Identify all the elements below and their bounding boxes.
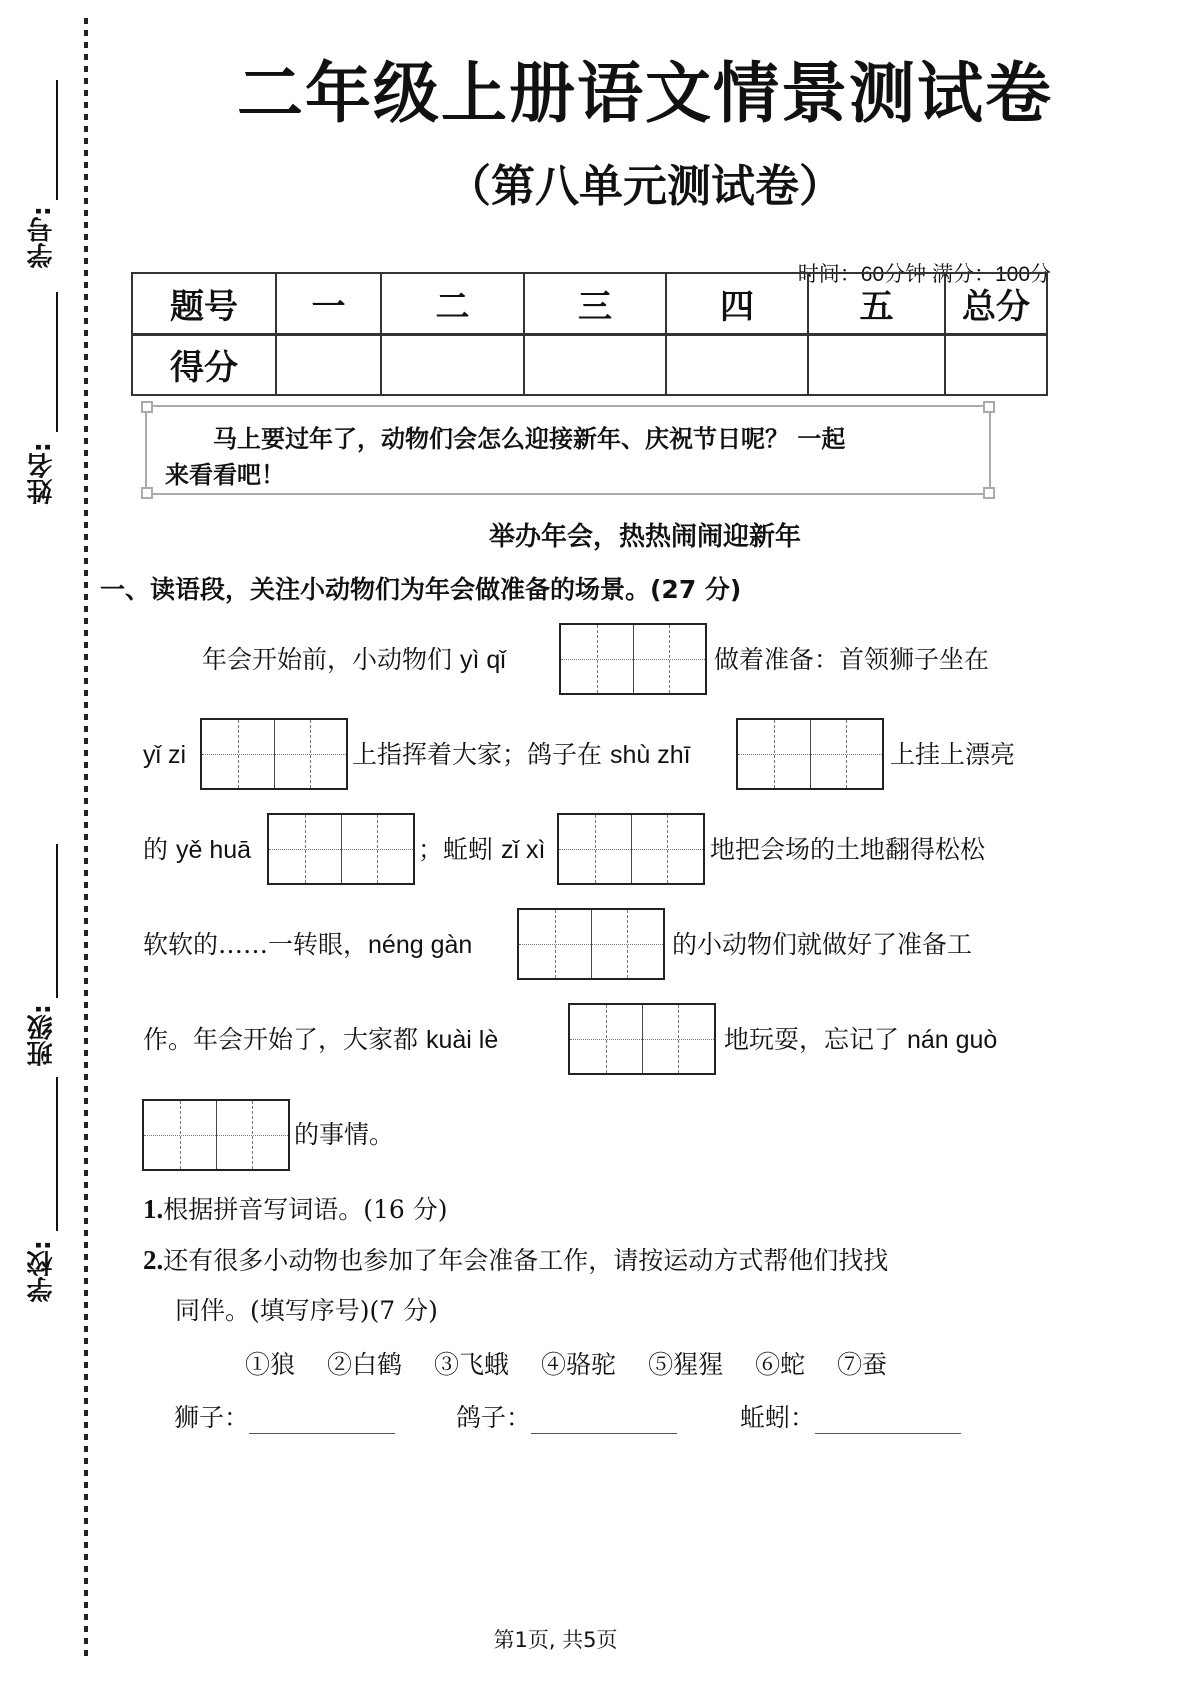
pinyin: yì qǐ	[459, 646, 506, 674]
pinyin: yǐ zi	[143, 741, 187, 769]
header-cell: 一	[276, 273, 381, 334]
answer-grid-nenggan[interactable]	[517, 908, 665, 980]
option-item: ⑦蚕	[837, 1350, 888, 1379]
answer-grid-kuaile[interactable]	[568, 1003, 716, 1075]
score-table	[131, 272, 1048, 396]
intro-box	[145, 405, 991, 495]
passage-text: 地把会场的土地翻得松松	[710, 835, 986, 864]
text: ；蚯蚓	[418, 835, 494, 864]
answer-pigeon	[456, 1398, 677, 1434]
score-table-header-row	[132, 273, 1047, 334]
section-title: 举办年会，热热闹闹迎新年	[488, 522, 801, 552]
option-item: ①狼	[245, 1350, 296, 1379]
text: 软软的……一转眼，	[143, 930, 369, 959]
header-cell: 题号	[132, 273, 276, 334]
text: 上指挥着大家；鸽子在	[352, 740, 603, 769]
answer-grid-yehua[interactable]	[267, 813, 415, 885]
answer-grid-nanguo[interactable]	[142, 1099, 290, 1171]
question-number: 2.	[143, 1245, 164, 1275]
student-id-blank[interactable]	[56, 80, 58, 200]
intro-line-2: 来看看吧！	[165, 460, 285, 489]
class-blank[interactable]	[56, 844, 58, 998]
pinyin: zǐ xì	[500, 836, 546, 864]
score-cell-4[interactable]	[666, 334, 808, 395]
corner-ornament	[141, 487, 153, 499]
score-table-score-row	[132, 334, 1047, 395]
score-cell-1[interactable]	[276, 334, 381, 395]
score-cell-5[interactable]	[808, 334, 945, 395]
text: 作。年会开始了，大家都	[143, 1025, 419, 1054]
name-blank[interactable]	[56, 292, 58, 432]
answer-lion	[174, 1398, 395, 1434]
answer-label: 狮子：	[174, 1403, 250, 1432]
passage-text: 的事情。	[294, 1120, 395, 1149]
text: 地玩耍，忘记了	[724, 1025, 900, 1054]
exam-meta: 时间：60分钟 满分：100分	[797, 263, 1051, 286]
corner-ornament	[983, 487, 995, 499]
answer-earthworm	[740, 1398, 961, 1434]
passage-text	[143, 930, 472, 960]
option-item: ⑤猩猩	[648, 1350, 724, 1379]
sub-question-2-continued: 同伴。(填写序号)(7 分)	[175, 1296, 438, 1325]
score-cell-total[interactable]	[945, 334, 1047, 395]
passage-text	[143, 1025, 498, 1055]
passage-text	[724, 1025, 997, 1055]
option-item: ④骆驼	[541, 1350, 617, 1379]
answer-label: 鸽子：	[456, 1403, 532, 1432]
answer-grid-zixi[interactable]	[557, 813, 705, 885]
pinyin: yě huā	[175, 836, 252, 864]
row-label: 得分	[132, 334, 276, 395]
pinyin: nán guò	[906, 1026, 998, 1054]
header-cell: 二	[381, 273, 524, 334]
passage-text	[352, 740, 691, 770]
passage-text: 做着准备：首领狮子坐在	[714, 645, 990, 674]
school-label: 学校:	[27, 1240, 57, 1303]
corner-ornament	[141, 401, 153, 413]
passage-text	[418, 835, 545, 865]
passage-text	[143, 835, 251, 865]
page-footer: 第1页, 共5页	[493, 1628, 618, 1652]
option-item: ⑥蛇	[755, 1350, 806, 1379]
class-label: 班级:	[27, 1004, 57, 1067]
animal-options	[245, 1345, 887, 1381]
question-text: 根据拼音写词语。(16 分)	[163, 1195, 448, 1224]
intro-line-1: 马上要过年了，动物们会怎么迎接新年、庆祝节日呢？ 一起	[165, 424, 846, 453]
answer-blank-lion[interactable]	[249, 1405, 395, 1434]
answer-grid-yizi[interactable]	[200, 718, 348, 790]
answer-label: 蚯蚓：	[740, 1403, 816, 1432]
binding-dashed-line	[84, 18, 88, 1658]
page-title: 二年级上册语文情景测试卷	[237, 55, 1053, 132]
score-cell-2[interactable]	[381, 334, 524, 395]
pinyin: néng gàn	[368, 931, 473, 959]
name-label: 姓名:	[27, 442, 57, 505]
corner-ornament	[983, 401, 995, 413]
passage-text: 上挂上漂亮	[890, 740, 1016, 769]
answer-grid-shuzhi[interactable]	[736, 718, 884, 790]
header-cell: 四	[666, 273, 808, 334]
header-cell: 总分	[945, 273, 1047, 334]
sub-question-1	[143, 1192, 448, 1227]
pinyin: shù zhī	[609, 741, 691, 769]
text: 年会开始前，小动物们	[202, 645, 453, 674]
header-cell: 三	[524, 273, 666, 334]
answer-blank-pigeon[interactable]	[531, 1405, 677, 1434]
answer-blank-earthworm[interactable]	[815, 1405, 961, 1434]
text: 的	[143, 835, 169, 864]
passage-text	[202, 645, 506, 675]
option-item: ③飞蛾	[434, 1350, 510, 1379]
option-item: ②白鹤	[327, 1350, 403, 1379]
pinyin: kuài lè	[425, 1026, 499, 1054]
school-blank[interactable]	[56, 1077, 58, 1231]
student-id-label: 学号:	[27, 206, 57, 269]
page-subtitle: （第八单元测试卷）	[447, 161, 843, 212]
passage-text: 的小动物们就做好了准备工	[672, 930, 973, 959]
question-one-heading: 一、读语段，关注小动物们为年会做准备的场景。(27 分)	[100, 575, 742, 604]
sub-question-2	[143, 1243, 888, 1278]
header-cell: 五	[808, 273, 945, 334]
answer-grid-yiqi[interactable]	[559, 623, 707, 695]
question-number: 1.	[143, 1194, 164, 1224]
question-text: 还有很多小动物也参加了年会准备工作，请按运动方式帮他们找找	[163, 1246, 889, 1275]
score-cell-3[interactable]	[524, 334, 666, 395]
